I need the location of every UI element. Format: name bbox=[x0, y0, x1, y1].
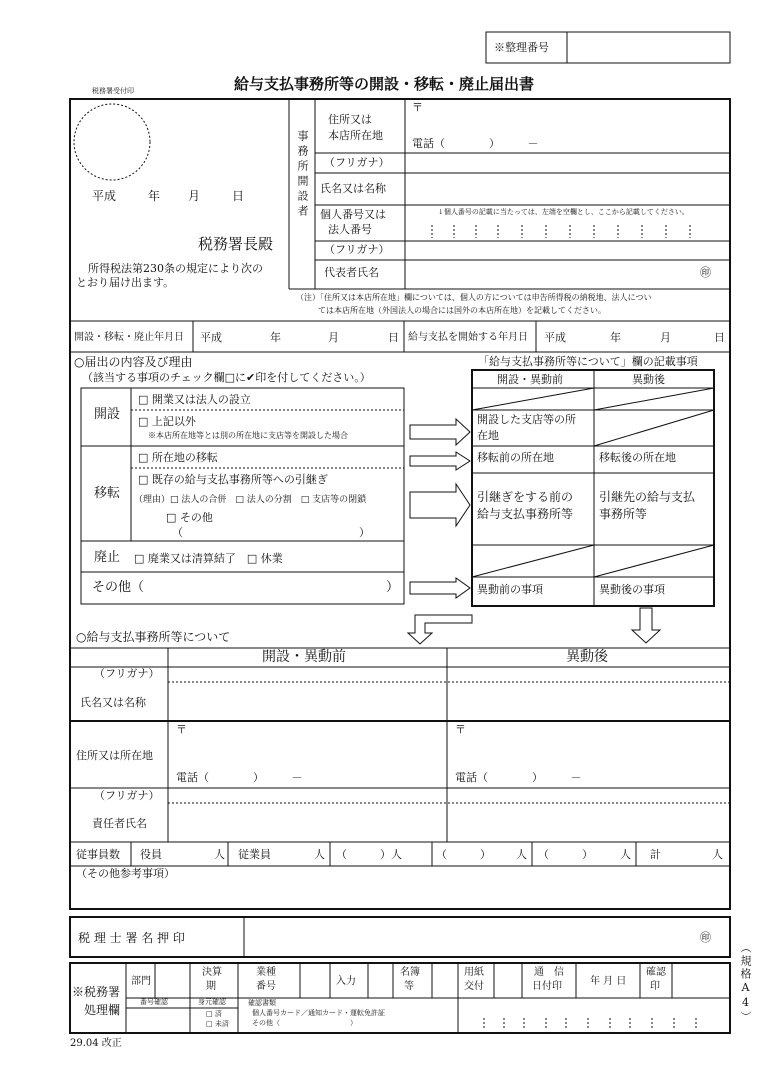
founder-furigana2-label: （フリガナ） bbox=[324, 243, 390, 256]
change-date-month: 月 bbox=[328, 331, 339, 344]
office-use-docs-title: 確認書類 bbox=[248, 999, 276, 1007]
founder-phone: 電話（ ） － bbox=[412, 137, 539, 150]
office-col-before: 開設・異動前 bbox=[262, 649, 346, 665]
ref-col-after: 異動後 bbox=[632, 373, 665, 386]
ref-move-before-2a: 引継ぎをする前の bbox=[477, 490, 574, 504]
office-furigana2-label: （フリガナ） bbox=[94, 789, 160, 802]
open-option-business-start[interactable]: □ 開業又は法人の設立 bbox=[138, 393, 251, 406]
move-handover-other-paren: （ ） bbox=[172, 526, 370, 539]
pay-start-date-label: 給与支払を開始する年月日 bbox=[408, 332, 528, 343]
office-use-input: 入力 bbox=[336, 976, 356, 987]
ref-open-before-2: 在地 bbox=[477, 429, 499, 442]
move-handover-other[interactable]: □ その他 bbox=[166, 511, 213, 524]
employees-custom-3-unit: 人 bbox=[620, 848, 631, 861]
office-use-docs-types: 個人番号カード／通知カード・運転免許証 bbox=[252, 1009, 385, 1017]
office-use-fiscal-1: 決算 bbox=[202, 967, 222, 978]
founder-furigana-label: （フリガナ） bbox=[324, 156, 390, 169]
employees-staff-label: 従業員 bbox=[238, 848, 271, 861]
ref-move-after-1: 移転後の所在地 bbox=[599, 451, 676, 464]
office-use-label-1: ※税務署 bbox=[72, 985, 121, 999]
reference-notes-label: （その他参考事項） bbox=[76, 867, 175, 880]
founder-addr-label-2: 本店所在地 bbox=[328, 129, 383, 142]
date-day-unit: 日 bbox=[232, 189, 245, 203]
ref-move-after-2a: 引継先の給与支払 bbox=[599, 490, 696, 504]
ref-other-after: 異動後の事項 bbox=[599, 583, 665, 596]
employees-staff-unit: 人 bbox=[314, 848, 325, 861]
office-use-dept: 部門 bbox=[131, 976, 151, 987]
office-use-industry-2: 番号 bbox=[256, 981, 276, 992]
tax-accountant-label: 税 理 士 署 名 押 印 bbox=[78, 931, 185, 945]
office-use-paper-1: 用紙 bbox=[464, 967, 484, 978]
office-before-phone: 電話（ ） － bbox=[176, 771, 303, 784]
addressee: 税務署長殿 bbox=[198, 235, 274, 253]
founder-seal-mark: ㊞ bbox=[700, 266, 711, 279]
office-use-register-2: 等 bbox=[404, 981, 414, 992]
office-use-identity-check: 身元確認 bbox=[198, 998, 226, 1006]
ref-move-after-2b: 事務所等 bbox=[599, 507, 648, 521]
ref-move-before-2b: 給与支払事務所等 bbox=[477, 507, 574, 521]
paper-size-note: （規格A4） bbox=[739, 942, 752, 1024]
office-furigana-label: （フリガナ） bbox=[94, 667, 160, 680]
stamp-area-label: 税務署受付印 bbox=[92, 87, 134, 95]
employees-custom-3: （ ） bbox=[538, 848, 593, 861]
office-use-stamp-1: 通 信 bbox=[534, 967, 564, 978]
office-heading: ○給与支払事務所等について bbox=[76, 630, 231, 644]
open-option-note: ※本店所在地等とは別の所在地に支店等を開設した場合 bbox=[148, 431, 348, 440]
ref-col-before: 開設・異動前 bbox=[497, 373, 563, 386]
office-after-phone: 電話（ ） － bbox=[455, 771, 582, 784]
change-date-year: 年 bbox=[270, 331, 281, 344]
ref-other-before: 異動前の事項 bbox=[477, 583, 543, 596]
founder-postal-mark: 〒 bbox=[412, 101, 423, 114]
statement-line-1: 所得税法第230条の規定により次の bbox=[88, 262, 263, 275]
responsible-person-label: 責任者氏名 bbox=[92, 817, 147, 830]
note-line-1: （注）「住所又は本店所在地」欄については、個人の方については申告所得税の納税地、法人につい bbox=[296, 293, 652, 302]
founder-side-label: 事務所開設者 bbox=[296, 130, 309, 220]
employees-total-label: 計 bbox=[650, 848, 661, 861]
pay-start-date-month: 月 bbox=[660, 331, 671, 344]
office-use-identity-pending: □ 未済 bbox=[206, 1020, 229, 1028]
office-use-date: 年 月 日 bbox=[590, 976, 627, 987]
founder-mynumber-label-2: 法人番号 bbox=[328, 223, 372, 236]
office-use-stamp-2: 日付印 bbox=[532, 981, 562, 992]
employees-custom-2-unit: 人 bbox=[516, 848, 527, 861]
founder-addr-label-1: 住所又は bbox=[328, 113, 372, 126]
statement-line-2: とおり届け出ます。 bbox=[76, 276, 175, 289]
employees-custom-1: （ ）人 bbox=[336, 848, 402, 861]
move-option-relocation[interactable]: □ 所在地の移転 bbox=[138, 451, 218, 464]
change-date-label: 開設・移転・廃止年月日 bbox=[74, 332, 184, 343]
date-year-unit: 年 bbox=[148, 189, 161, 203]
change-date-era: 平成 bbox=[200, 331, 222, 344]
employees-officers-unit: 人 bbox=[214, 848, 225, 861]
tax-accountant-seal: ㊞ bbox=[700, 931, 711, 944]
office-use-register-1: 名簿 bbox=[400, 967, 420, 978]
founder-mynumber-label-1: 個人番号又は bbox=[320, 208, 386, 221]
employees-custom-2: （ ） bbox=[436, 848, 491, 861]
reason-heading: ○届出の内容及び理由 bbox=[74, 355, 193, 369]
office-col-after: 異動後 bbox=[566, 649, 608, 665]
office-address-label: 住所又は所在地 bbox=[76, 749, 153, 762]
office-after-postal: 〒 bbox=[455, 723, 466, 736]
revision-date: 29.04 改正 bbox=[70, 1038, 122, 1049]
pay-start-date-day: 日 bbox=[714, 331, 725, 344]
form-title: 給与支払事務所等の開設・移転・廃止届出書 bbox=[233, 75, 534, 93]
employees-officers-label: 役員 bbox=[140, 848, 162, 861]
date-era: 平成 bbox=[92, 189, 117, 203]
close-label: 廃止 bbox=[94, 550, 121, 565]
founder-name-label: 氏名又は名称 bbox=[320, 182, 386, 195]
reason-instruction: （該当する事項のチェック欄□に✔印を付してください。） bbox=[82, 371, 371, 384]
office-use-confirm-2: 印 bbox=[650, 981, 660, 992]
ref-open-before-1: 開設した支店等の所 bbox=[477, 413, 576, 426]
office-use-docs-other: その他（ ） bbox=[252, 1019, 357, 1027]
move-label: 移転 bbox=[94, 486, 121, 501]
reference-table-title: 「給与支払事務所等について」欄の記載事項 bbox=[478, 355, 698, 368]
office-use-label-2: 処理欄 bbox=[84, 1003, 121, 1017]
office-name-label: 氏名又は名称 bbox=[80, 696, 146, 709]
note-line-2: ては本店所在地（外国法人の場合には国外の本店所在地）を記載してください。 bbox=[318, 306, 606, 315]
close-options[interactable]: □ 廃業又は清算結了 □ 休業 bbox=[134, 552, 283, 565]
other-reason-close: ） bbox=[386, 580, 400, 595]
ref-move-before-1: 移転前の所在地 bbox=[477, 451, 554, 464]
office-before-postal: 〒 bbox=[176, 723, 187, 736]
office-use-fiscal-2: 期 bbox=[206, 981, 216, 992]
move-option-handover[interactable]: □ 既存の給与支払事務所等への引継ぎ bbox=[138, 473, 328, 486]
open-label: 開設 bbox=[94, 407, 121, 422]
date-month-unit: 月 bbox=[188, 189, 201, 203]
office-use-industry-1: 業種 bbox=[256, 967, 276, 978]
office-use-paper-2: 交付 bbox=[464, 981, 484, 992]
office-use-number-check: 番号確認 bbox=[140, 998, 168, 1006]
change-date-day: 日 bbox=[388, 331, 399, 344]
employees-label: 従事員数 bbox=[76, 848, 120, 861]
open-option-other[interactable]: □ 上記以外 bbox=[138, 415, 196, 428]
move-handover-reasons[interactable]: （理由）□ 法人の合併 □ 法人の分割 □ 支店等の閉鎖 bbox=[134, 495, 367, 505]
pay-start-date-era: 平成 bbox=[544, 331, 566, 344]
other-reason-label: その他（ bbox=[92, 580, 145, 595]
office-use-confirm-1: 確認 bbox=[646, 967, 666, 978]
representative-name-label: 代表者氏名 bbox=[324, 266, 379, 279]
founder-mynumber-note: ↓個人番号の記載に当たっては、左端を空欄とし、ここから記載してください。 bbox=[438, 208, 689, 216]
office-use-identity-done: □ 済 bbox=[206, 1010, 222, 1018]
pay-start-date-year: 年 bbox=[610, 331, 621, 344]
reference-number-label: ※整理番号 bbox=[494, 41, 549, 54]
employees-total-unit: 人 bbox=[712, 848, 723, 861]
